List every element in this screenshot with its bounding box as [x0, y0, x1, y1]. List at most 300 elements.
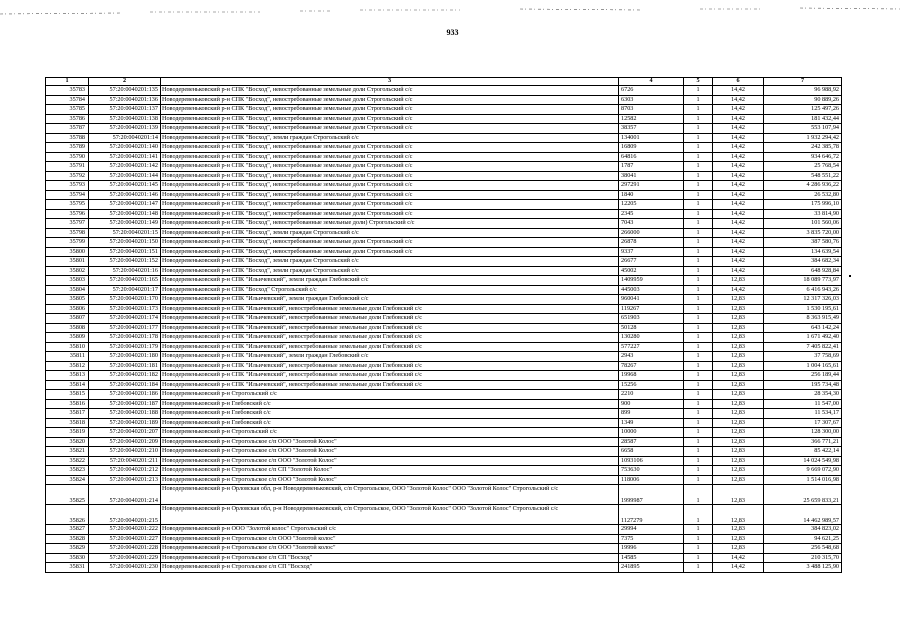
column-header: 4: [619, 78, 684, 86]
value-cell: 26 532,80: [764, 190, 842, 200]
location-cell: Новодеревеньковский р-н СПК "Восход", невостребованные земельные доли Строгольский с/с: [161, 190, 619, 200]
row-number-cell: 35802: [46, 266, 89, 276]
area-cell: 38041: [619, 171, 684, 181]
table-row: [46, 563, 842, 573]
rate-cell: 12,83: [713, 534, 764, 544]
value-cell: 96 988,92: [764, 86, 842, 96]
column-header: 6: [713, 78, 764, 86]
row-number-cell: 35783: [46, 86, 89, 96]
value-cell: 1 514 016,98: [764, 475, 842, 485]
value-cell: 384 682,34: [764, 257, 842, 267]
coefficient-cell: 1: [684, 475, 713, 485]
location-cell: Новодеревеньковский р-н СПК "Восход", невостребованные земельные доли Строгольский с/с: [161, 162, 619, 172]
area-cell: 900: [619, 399, 684, 409]
column-header: 3: [161, 78, 619, 86]
table-row: [46, 276, 842, 286]
rate-cell: 14,42: [713, 114, 764, 124]
row-number-cell: 35792: [46, 171, 89, 181]
table-header-row: [46, 78, 842, 86]
rate-cell: 12,83: [713, 399, 764, 409]
cadastral-number-cell: 57:20:0040201:145: [89, 181, 161, 191]
area-cell: 960041: [619, 295, 684, 305]
area-cell: 297291: [619, 181, 684, 191]
row-number-cell: 35797: [46, 219, 89, 229]
area-cell: 753630: [619, 466, 684, 476]
rate-cell: 12,83: [713, 276, 764, 286]
location-cell: Новодеревеньковский р-н ООО "Золотой колос" Строгольский с/с: [161, 525, 619, 535]
area-cell: 2943: [619, 352, 684, 362]
area-cell: 445003: [619, 285, 684, 295]
rate-cell: 14,42: [713, 200, 764, 210]
cadastral-number-cell: 57:20:0040201:165: [89, 276, 161, 286]
table-row: [46, 314, 842, 324]
row-number-cell: 35815: [46, 390, 89, 400]
location-cell: Новодеревеньковский р-н СПК "Ильичевский", невостребованные земельные доли Глебовский с/с: [161, 314, 619, 324]
cadastral-number-cell: 57:20:0040201:144: [89, 171, 161, 181]
rate-cell: 14,42: [713, 553, 764, 563]
rate-cell: 12,83: [713, 475, 764, 485]
area-cell: 1093106: [619, 456, 684, 466]
value-cell: 134 639,54: [764, 247, 842, 257]
row-number-cell: 35831: [46, 563, 89, 573]
table-row: [46, 143, 842, 153]
cadastral-number-cell: 57:20:0040201:147: [89, 200, 161, 210]
coefficient-cell: 1: [684, 143, 713, 153]
value-cell: 256 189,44: [764, 371, 842, 381]
coefficient-cell: 1: [684, 247, 713, 257]
value-cell: 6 416 943,26: [764, 285, 842, 295]
row-number-cell: 35787: [46, 124, 89, 134]
area-cell: 12582: [619, 114, 684, 124]
coefficient-cell: 1: [684, 152, 713, 162]
area-cell: 50128: [619, 323, 684, 333]
location-cell: Новодеревеньковский р-н СПК "Ильичевский", невостребованные земельные доли Глебовский с/с: [161, 323, 619, 333]
coefficient-cell: 1: [684, 276, 713, 286]
area-cell: 29994: [619, 525, 684, 535]
value-cell: 8 363 915,49: [764, 314, 842, 324]
coefficient-cell: 1: [684, 219, 713, 229]
coefficient-cell: 1: [684, 447, 713, 457]
coefficient-cell: 1: [684, 380, 713, 390]
cadastral-number-cell: 57:20:0040201:142: [89, 162, 161, 172]
row-number-cell: 35827: [46, 525, 89, 535]
value-cell: 33 814,90: [764, 209, 842, 219]
value-cell: 242 385,78: [764, 143, 842, 153]
row-number-cell: 35794: [46, 190, 89, 200]
table-row: [46, 525, 842, 535]
location-cell: Новодеревеньковский р-н СПК "Ильичевский", земли граждан Глебовский с/с: [161, 295, 619, 305]
area-cell: 130280: [619, 333, 684, 343]
rate-cell: 14,42: [713, 190, 764, 200]
area-cell: 2345: [619, 209, 684, 219]
area-cell: 15256: [619, 380, 684, 390]
cadastral-number-cell: 57:20:0040201:141: [89, 152, 161, 162]
location-cell: Новодеревеньковский р-н СПК "Восход", земли граждан Строгольский с/с: [161, 133, 619, 143]
table-row: [46, 333, 842, 343]
column-header: 5: [684, 78, 713, 86]
value-cell: 210 315,70: [764, 553, 842, 563]
coefficient-cell: 1: [684, 534, 713, 544]
cadastral-number-cell: 57:20:0040201:213: [89, 475, 161, 485]
coefficient-cell: 1: [684, 238, 713, 248]
cadastral-number-cell: 57:20:0040201:139: [89, 124, 161, 134]
coefficient-cell: 1: [684, 209, 713, 219]
row-number-cell: 35786: [46, 114, 89, 124]
value-cell: 934 646,72: [764, 152, 842, 162]
table-row: [46, 371, 842, 381]
row-number-cell: 35826: [46, 505, 89, 525]
coefficient-cell: 1: [684, 95, 713, 105]
area-cell: 19996: [619, 544, 684, 554]
coefficient-cell: 1: [684, 323, 713, 333]
area-cell: 6726: [619, 86, 684, 96]
value-cell: 128 300,00: [764, 428, 842, 438]
cadastral-number-cell: 57:20:0040201:148: [89, 209, 161, 219]
rate-cell: 12,83: [713, 304, 764, 314]
table-row: [46, 285, 842, 295]
coefficient-cell: 1: [684, 553, 713, 563]
table-row: [46, 95, 842, 105]
coefficient-cell: 1: [684, 342, 713, 352]
rate-cell: 12,83: [713, 295, 764, 305]
coefficient-cell: 1: [684, 295, 713, 305]
cadastral-number-cell: 57:20:0040201:228: [89, 544, 161, 554]
rate-cell: 14,42: [713, 162, 764, 172]
rate-cell: 12,83: [713, 380, 764, 390]
row-number-cell: 35829: [46, 544, 89, 554]
cadastral-number-cell: 57:20:0040201:210: [89, 447, 161, 457]
cadastral-number-cell: 57:20:0040201:146: [89, 190, 161, 200]
table-row: [46, 409, 842, 419]
rate-cell: 12,83: [713, 314, 764, 324]
location-cell: Новодеревеньковский р-н Строгольское с/п ООО "Золотой колос": [161, 544, 619, 554]
location-cell: Новодеревеньковский р-н Орловская обл, р-н Новодеревеньковский, с/п Строгольское, ООО "Золотой Колос" ООО "Золотой Колос" Строгольский с/с: [161, 485, 619, 505]
table-row: [46, 228, 842, 238]
row-number-cell: 35784: [46, 95, 89, 105]
cadastral-number-cell: 57:20:0040201:135: [89, 86, 161, 96]
cadastral-number-cell: 57:20:0040201:173: [89, 304, 161, 314]
rate-cell: 14,42: [713, 563, 764, 573]
area-cell: 1409959: [619, 276, 684, 286]
coefficient-cell: 1: [684, 371, 713, 381]
cadastral-number-cell: 57:20:0040201:180: [89, 352, 161, 362]
coefficient-cell: 1: [684, 105, 713, 115]
value-cell: 101 560,06: [764, 219, 842, 229]
coefficient-cell: 1: [684, 200, 713, 210]
row-number-cell: 35810: [46, 342, 89, 352]
location-cell: Новодеревеньковский р-н Глебовский с/с: [161, 409, 619, 419]
location-cell: Новодеревеньковский р-н СПК "Восход", невостребованные земельные доли Строгольский с/с: [161, 143, 619, 153]
value-cell: 125 497,26: [764, 105, 842, 115]
coefficient-cell: 1: [684, 390, 713, 400]
area-cell: 14585: [619, 553, 684, 563]
rate-cell: 12,83: [713, 323, 764, 333]
value-cell: 25 768,54: [764, 162, 842, 172]
rate-cell: 12,83: [713, 361, 764, 371]
value-cell: 548 551,22: [764, 171, 842, 181]
table-row: [46, 247, 842, 257]
value-cell: 7 405 822,41: [764, 342, 842, 352]
table-row: [46, 219, 842, 229]
location-cell: Новодеревеньковский р-н СПК "Восход", невостребованные земельные доли) Строгольский с/с: [161, 219, 619, 229]
value-cell: 1 671 492,40: [764, 333, 842, 343]
table-row: [46, 162, 842, 172]
value-cell: 11 547,00: [764, 399, 842, 409]
rate-cell: 12,83: [713, 418, 764, 428]
rate-cell: 12,83: [713, 352, 764, 362]
cadastral-number-cell: 57:20:0040201:151: [89, 247, 161, 257]
rate-cell: 14,42: [713, 95, 764, 105]
value-cell: 643 142,24: [764, 323, 842, 333]
value-cell: 3 488 125,90: [764, 563, 842, 573]
location-cell: Новодеревеньковский р-н Орловская обл, р-н Новодеревеньковский, с/п Строгольское, ООО "Золотой Колос" ООО "Золотой Колос" Строгольский с/с: [161, 505, 619, 525]
area-cell: 78267: [619, 361, 684, 371]
cadastral-number-cell: 57:20:0040201:209: [89, 437, 161, 447]
rate-cell: 14,42: [713, 247, 764, 257]
cadastral-number-cell: 57:20:0040201:177: [89, 323, 161, 333]
value-cell: 11 534,17: [764, 409, 842, 419]
rate-cell: 12,83: [713, 447, 764, 457]
location-cell: Новодеревеньковский р-н СПК "Восход", невостребованные земельные доли Строгольский с/с: [161, 247, 619, 257]
cadastral-number-cell: 57:20:0040201:214: [89, 485, 161, 505]
table-row: [46, 553, 842, 563]
value-cell: 28 354,30: [764, 390, 842, 400]
location-cell: Новодеревеньковский р-н СПК "Восход", невостребованные земельные доли Строгольский с/с: [161, 171, 619, 181]
value-cell: 553 107,94: [764, 124, 842, 134]
row-number-cell: 35804: [46, 285, 89, 295]
area-cell: 134001: [619, 133, 684, 143]
cadastral-number-cell: 57:20:0040201:152: [89, 257, 161, 267]
area-cell: 6303: [619, 95, 684, 105]
area-cell: 7375: [619, 534, 684, 544]
cadastral-number-cell: 57:20:0040201:189: [89, 418, 161, 428]
area-cell: 1349: [619, 418, 684, 428]
coefficient-cell: 1: [684, 162, 713, 172]
row-number-cell: 35791: [46, 162, 89, 172]
coefficient-cell: 1: [684, 505, 713, 525]
coefficient-cell: 1: [684, 266, 713, 276]
location-cell: Новодеревеньковский р-н СПК "Восход", невостребованные земельные доли Строгольский с/с: [161, 114, 619, 124]
scan-speck: [849, 275, 851, 277]
row-number-cell: 35798: [46, 228, 89, 238]
value-cell: 85 422,14: [764, 447, 842, 457]
coefficient-cell: 1: [684, 181, 713, 191]
table-row: [46, 266, 842, 276]
table-row: [46, 418, 842, 428]
rate-cell: 14,42: [713, 171, 764, 181]
cadastral-number-cell: 57:20:0040201:15: [89, 228, 161, 238]
row-number-cell: 35820: [46, 437, 89, 447]
rate-cell: 12,83: [713, 466, 764, 476]
value-cell: 1 932 294,42: [764, 133, 842, 143]
value-cell: 4 286 936,22: [764, 181, 842, 191]
rate-cell: 14,42: [713, 219, 764, 229]
table-row: [46, 428, 842, 438]
area-cell: 26878: [619, 238, 684, 248]
cadastral-number-cell: 57:20:0040201:215: [89, 505, 161, 525]
value-cell: 648 928,84: [764, 266, 842, 276]
coefficient-cell: 1: [684, 418, 713, 428]
row-number-cell: 35788: [46, 133, 89, 143]
row-number-cell: 35795: [46, 200, 89, 210]
location-cell: Новодеревеньковский р-н Строгольское с/п ООО "Золотой Колос": [161, 447, 619, 457]
value-cell: 366 771,21: [764, 437, 842, 447]
rate-cell: 14,42: [713, 152, 764, 162]
table-row: [46, 352, 842, 362]
area-cell: 2210: [619, 390, 684, 400]
row-number-cell: 35828: [46, 534, 89, 544]
location-cell: Новодеревеньковский р-н СПК "Ильичевский", земли граждан Глебовский с/с: [161, 276, 619, 286]
location-cell: Новодеревеньковский р-н СПК "Ильичевский", невостребованные земельные доли Глебовский с/с: [161, 380, 619, 390]
row-number-cell: 35801: [46, 257, 89, 267]
location-cell: Новодеревеньковский р-н СПК "Ильичевский", невостребованные земельные доли Глебовский с/с: [161, 304, 619, 314]
cadastral-number-cell: 57:20:0040201:136: [89, 95, 161, 105]
location-cell: Новодеревеньковский р-н Строгольское с/п ООО "Золотой колос": [161, 534, 619, 544]
value-cell: 90 889,26: [764, 95, 842, 105]
coefficient-cell: 1: [684, 399, 713, 409]
table-row: [46, 190, 842, 200]
row-number-cell: 35803: [46, 276, 89, 286]
row-number-cell: 35818: [46, 418, 89, 428]
cadastral-number-cell: 57:20:0040201:138: [89, 114, 161, 124]
value-cell: 14 462 989,57: [764, 505, 842, 525]
area-cell: 64816: [619, 152, 684, 162]
cadastral-number-cell: 57:20:0040201:229: [89, 553, 161, 563]
row-number-cell: 35824: [46, 475, 89, 485]
table-body: [46, 86, 842, 573]
cadastral-number-cell: 57:20:0040201:137: [89, 105, 161, 115]
cadastral-number-cell: 57:20:0040201:211: [89, 456, 161, 466]
rate-cell: 12,83: [713, 390, 764, 400]
rate-cell: 14,42: [713, 124, 764, 134]
rate-cell: 14,42: [713, 105, 764, 115]
row-number-cell: 35790: [46, 152, 89, 162]
location-cell: Новодеревеньковский р-н СПК "Восход", невостребованные земельные доли Строгольский с/с: [161, 209, 619, 219]
rate-cell: 12,83: [713, 505, 764, 525]
cadastral-number-cell: 57:20:0040201:178: [89, 333, 161, 343]
row-number-cell: 35806: [46, 304, 89, 314]
row-number-cell: 35823: [46, 466, 89, 476]
rate-cell: 14,42: [713, 143, 764, 153]
area-cell: 899: [619, 409, 684, 419]
column-header: 7: [764, 78, 842, 86]
location-cell: Новодеревеньковский р-н СПК "Восход", невостребованные земельные доли Строгольский с/с: [161, 181, 619, 191]
value-cell: 25 659 833,21: [764, 485, 842, 505]
table-row: [46, 505, 842, 525]
row-number-cell: 35789: [46, 143, 89, 153]
table-row: [46, 171, 842, 181]
table-row: [46, 304, 842, 314]
column-header: 2: [89, 78, 161, 86]
row-number-cell: 35796: [46, 209, 89, 219]
coefficient-cell: 1: [684, 257, 713, 267]
area-cell: 12205: [619, 200, 684, 210]
location-cell: Новодеревеньковский р-н СПК "Ильичевский", земли граждан Глебовский с/с: [161, 352, 619, 362]
table-row: [46, 399, 842, 409]
row-number-cell: 35819: [46, 428, 89, 438]
coefficient-cell: 1: [684, 361, 713, 371]
table-row: [46, 124, 842, 134]
rate-cell: 12,83: [713, 409, 764, 419]
coefficient-cell: 1: [684, 333, 713, 343]
location-cell: Новодеревеньковский р-н СПК "Восход", невостребованные земельные доли Строгольский с/с: [161, 86, 619, 96]
table-row: [46, 209, 842, 219]
cadastral-number-cell: 57:20:0040201:188: [89, 409, 161, 419]
coefficient-cell: 1: [684, 228, 713, 238]
table-row: [46, 152, 842, 162]
value-cell: 256 548,68: [764, 544, 842, 554]
table-row: [46, 456, 842, 466]
table-row: [46, 181, 842, 191]
rate-cell: 12,83: [713, 485, 764, 505]
row-number-cell: 35785: [46, 105, 89, 115]
location-cell: Новодеревеньковский р-н Строгольское с/п ООО "Золотой Колос": [161, 456, 619, 466]
cadastral-number-cell: 57:20:0040201:179: [89, 342, 161, 352]
table-row: [46, 437, 842, 447]
cadastral-number-cell: 57:20:0040201:186: [89, 390, 161, 400]
value-cell: 94 621,25: [764, 534, 842, 544]
rate-cell: 12,83: [713, 428, 764, 438]
location-cell: Новодеревеньковский р-н СПК "Ильичевский", невостребованные земельные доли Глебовский с/с: [161, 371, 619, 381]
coefficient-cell: 1: [684, 304, 713, 314]
coefficient-cell: 1: [684, 352, 713, 362]
cadastral-number-cell: 57:20:0040201:170: [89, 295, 161, 305]
location-cell: Новодеревеньковский р-н Строгольское с/п СП "Восход": [161, 553, 619, 563]
row-number-cell: 35805: [46, 295, 89, 305]
value-cell: 175 996,10: [764, 200, 842, 210]
cadastral-number-cell: 57:20:0040201:207: [89, 428, 161, 438]
table-row: [46, 380, 842, 390]
rate-cell: 12,83: [713, 437, 764, 447]
cadastral-number-cell: 57:20:0040201:182: [89, 371, 161, 381]
area-cell: 266000: [619, 228, 684, 238]
coefficient-cell: 1: [684, 456, 713, 466]
area-cell: 7043: [619, 219, 684, 229]
value-cell: 1 530 195,61: [764, 304, 842, 314]
table-row: [46, 534, 842, 544]
row-number-cell: 35800: [46, 247, 89, 257]
row-number-cell: 35814: [46, 380, 89, 390]
coefficient-cell: 1: [684, 437, 713, 447]
row-number-cell: 35813: [46, 371, 89, 381]
row-number-cell: 35811: [46, 352, 89, 362]
table-row: [46, 475, 842, 485]
cadastral-number-cell: 57:20:0040201:187: [89, 399, 161, 409]
table-row: [46, 200, 842, 210]
value-cell: 12 317 326,03: [764, 295, 842, 305]
location-cell: Новодеревеньковский р-н Строгольское с/п ООО "Золотой Колос": [161, 437, 619, 447]
coefficient-cell: 1: [684, 124, 713, 134]
row-number-cell: 35821: [46, 447, 89, 457]
value-cell: 387 580,76: [764, 238, 842, 248]
coefficient-cell: 1: [684, 171, 713, 181]
area-cell: 6658: [619, 447, 684, 457]
coefficient-cell: 1: [684, 544, 713, 554]
rate-cell: 12,83: [713, 525, 764, 535]
area-cell: 241895: [619, 563, 684, 573]
coefficient-cell: 1: [684, 466, 713, 476]
rate-cell: 14,42: [713, 86, 764, 96]
area-cell: 577227: [619, 342, 684, 352]
table-row: [46, 133, 842, 143]
cadastral-number-cell: 57:20:0040201:16: [89, 266, 161, 276]
cadastral-number-cell: 57:20:0040201:222: [89, 525, 161, 535]
location-cell: Новодеревеньковский р-н СПК "Ильичевский", невостребованные земельные доли Глебовский с/с: [161, 342, 619, 352]
cadastral-number-cell: 57:20:0040201:227: [89, 534, 161, 544]
row-number-cell: 35812: [46, 361, 89, 371]
rate-cell: 14,42: [713, 238, 764, 248]
value-cell: 18 089 773,97: [764, 276, 842, 286]
